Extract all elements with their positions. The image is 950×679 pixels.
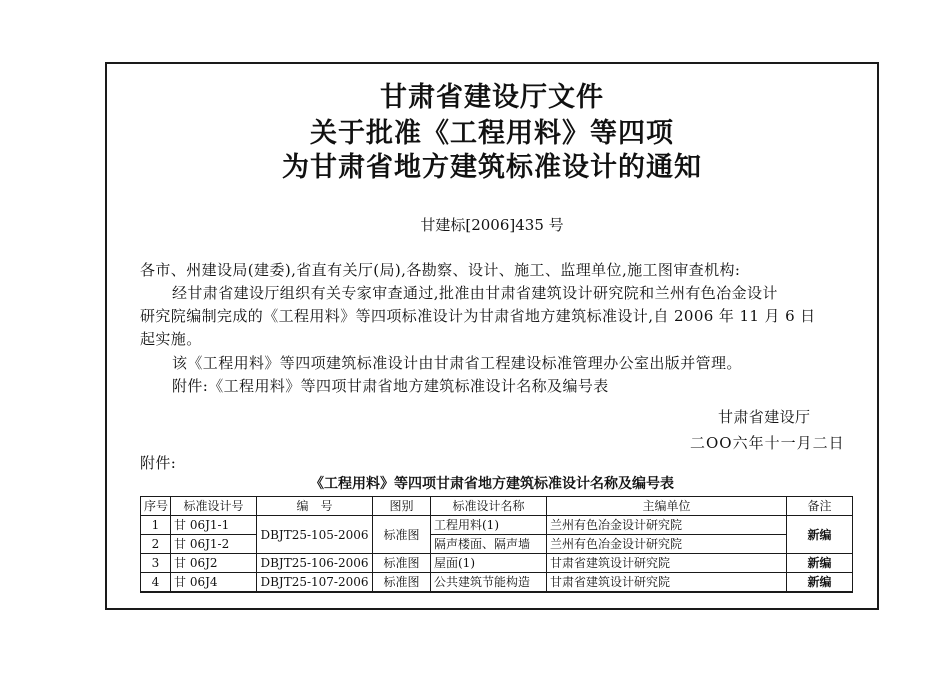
cell-type: 标准图: [373, 516, 431, 554]
col-header-code: 编 号: [257, 497, 373, 516]
paragraph-2: 该《工程用料》等四项建筑标准设计由甘肃省工程建设标准管理办公室出版并管理。: [172, 354, 742, 372]
doc-number: 甘建标[2006]435 号: [420, 216, 564, 234]
col-header-design-no: 标准设计号: [171, 497, 257, 516]
cell-name: 隔声楼面、隔声墙: [431, 535, 547, 554]
signature-org: 甘肃省建设厅: [718, 408, 811, 426]
standards-table: [140, 496, 853, 593]
addressee: 各市、州建设局(建委),省直有关厅(局),各勘察、设计、施工、监理单位,施工图审查机构:: [140, 261, 741, 279]
table-title: 《工程用料》等四项甘肃省地方建筑标准设计名称及编号表: [310, 476, 674, 492]
cell-type: 标准图: [373, 554, 431, 573]
col-header-name: 标准设计名称: [431, 497, 547, 516]
table-header-row: [141, 497, 853, 516]
doc-title-line-1: 甘肃省建设厅文件: [380, 82, 604, 113]
cell-note: 新编: [787, 516, 853, 554]
col-header-note: 备注: [787, 497, 853, 516]
col-header-type: 图别: [373, 497, 431, 516]
cell-no: 1: [141, 516, 171, 535]
signature-date: 二OO六年十一月二日: [690, 434, 845, 452]
cell-design-no: 甘 06J1-1: [171, 516, 257, 535]
cell-no: 4: [141, 573, 171, 593]
table-row: [141, 573, 853, 593]
cell-code: DBJT25-106-2006: [257, 554, 373, 573]
cell-code: DBJT25-105-2006: [257, 516, 373, 554]
table-row: [141, 535, 853, 554]
cell-note: 新编: [787, 554, 853, 573]
paragraph-1-line-1: 经甘肃省建设厅组织有关专家审查通过,批准由甘肃省建筑设计研究院和兰州有色冶金设计: [172, 284, 778, 302]
col-header-editor: 主编单位: [547, 497, 787, 516]
table-row: [141, 554, 853, 573]
paragraph-1-line-3: 起实施。: [140, 330, 202, 348]
cell-design-no: 甘 06J1-2: [171, 535, 257, 554]
cell-code: DBJT25-107-2006: [257, 573, 373, 593]
table-row: [141, 516, 853, 535]
cell-no: 2: [141, 535, 171, 554]
cell-name: 公共建筑节能构造: [431, 573, 547, 593]
paragraph-1-line-2: 研究院编制完成的《工程用料》等四项标准设计为甘肃省地方建筑标准设计,自 2006 年 11 月 6 日: [140, 307, 816, 325]
cell-editor: 甘肃省建筑设计研究院: [547, 554, 787, 573]
cell-design-no: 甘 06J2: [171, 554, 257, 573]
cell-no: 3: [141, 554, 171, 573]
cell-note: 新编: [787, 573, 853, 593]
doc-title-line-3: 为甘肃省地方建筑标准设计的通知: [282, 152, 702, 183]
cell-type: 标准图: [373, 573, 431, 593]
cell-name: 屋面(1): [431, 554, 547, 573]
attachment-label: 附件:: [140, 454, 177, 472]
doc-title-line-2: 关于批准《工程用料》等四项: [310, 118, 674, 149]
cell-editor: 兰州有色冶金设计研究院: [547, 516, 787, 535]
paragraph-3: 附件:《工程用料》等四项甘肃省地方建筑标准设计名称及编号表: [172, 377, 609, 395]
cell-design-no: 甘 06J4: [171, 573, 257, 593]
cell-editor: 兰州有色冶金设计研究院: [547, 535, 787, 554]
col-header-no: 序号: [141, 497, 171, 516]
cell-editor: 甘肃省建筑设计研究院: [547, 573, 787, 593]
cell-name: 工程用料(1): [431, 516, 547, 535]
